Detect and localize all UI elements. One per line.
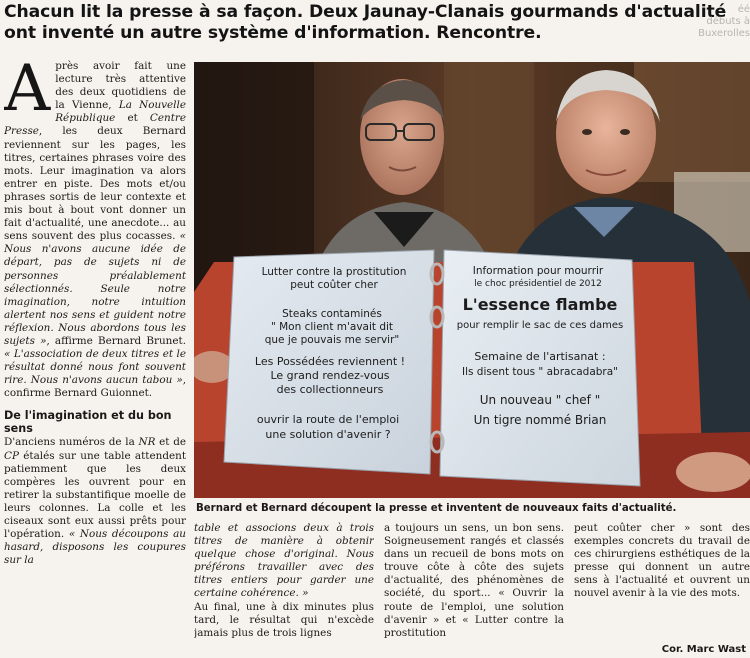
photo-caption: Bernard et Bernard découpent la presse et inventent de nouveaux faits d'actualité. bbox=[196, 503, 677, 514]
abbrev-cp: CP bbox=[4, 449, 19, 462]
clipping-line: le choc présidentiel de 2012 bbox=[474, 279, 602, 289]
paragraph-intro bbox=[4, 60, 186, 400]
clipping-line: " Mon client m'avait dit bbox=[270, 321, 394, 333]
author-credit: Cor. Marc Wast bbox=[658, 644, 746, 656]
clipping-headline: L'essence flambe bbox=[462, 295, 618, 314]
newspaper-name-2: Centre Presse bbox=[4, 112, 186, 138]
clipping-line: Un nouveau " chef " bbox=[479, 393, 601, 407]
attribution-brunet: , affirme Bernard Brunet. bbox=[46, 334, 186, 347]
article-column-2 bbox=[194, 522, 374, 658]
clipping-line: Ils disent tous " abracadabra" bbox=[461, 366, 619, 378]
quote-brunet: « Nous n'avons aucune idée de départ, pas de sujets ni de personnes préalablement sélectionnés. Seule notre imagination, notre intuition alertent nos sens et guident notre réflexion. Nous abordons tous les sujets » bbox=[4, 230, 186, 347]
conjunction: et bbox=[115, 112, 150, 125]
intro-text: près avoir fait une lecture très attentive des deux quotidiens de la Vienne, bbox=[55, 60, 186, 112]
column2-text: Au final, une à dix minutes plus tard, le résultat qui n'excède jamais plus de trois lignes bbox=[194, 600, 374, 639]
clipping-line: Information pour mourrir bbox=[472, 265, 604, 277]
text-span: et de bbox=[155, 436, 186, 449]
paragraph-newspapers bbox=[4, 436, 186, 567]
drop-cap: A bbox=[4, 60, 51, 126]
adjacent-article-fragment: éé débuts à Buxerolles bbox=[698, 4, 750, 39]
clipping-line: des collectionneurs bbox=[276, 383, 384, 396]
clipping-line: pour remplir le sac de ces dames bbox=[456, 320, 624, 331]
newspaper-name-1: La Nouvelle République bbox=[55, 99, 186, 125]
abbrev-nr: NR bbox=[138, 436, 156, 449]
clipping-line: une solution d'avenir ? bbox=[265, 428, 391, 441]
intro-text-cont: , les deux Bernard reviennent sur les pages, les titres, certaines phrases voire des mots. Leur imagination va alors entrer en piste. Des mots et/ou phrases sortis de leur contexte et mis bout à bout vont donner un fait d'actualité, une anecdote... au sens souvent des plus cocasses. bbox=[4, 125, 186, 243]
clipping-line: Steaks contaminés bbox=[282, 308, 382, 320]
article-photo bbox=[194, 62, 750, 498]
attribution-guionnet: , confirme Bernard Guionnet. bbox=[4, 374, 186, 400]
column4-text: peut coûter cher » sont des exemples concrets du travail de ces chirurgiens esthétiques de la presse qui donnent un autre sens à l'actualité et ouvrent un nouvel avenir à la vie des mots. bbox=[574, 522, 750, 600]
subheading: De l'imagination et du bon sens bbox=[4, 409, 172, 436]
quote-start: « Nous découpons au hasard, disposons les coupures sur la bbox=[4, 528, 186, 567]
photo-illustration bbox=[194, 62, 750, 498]
clipping-line: peut coûter cher bbox=[290, 279, 378, 291]
quote-guionnet: « L'association de deux titres et le résultat donné nous font souvent rire. Nous n'avons aucun tabou » bbox=[4, 348, 186, 387]
text-span: étalés sur une table attendent patiemment que les deux compères les ouvrent pour en retirer la substantifique moelle de leurs colonnes. La colle et les ciseaux sont eux aussi prêts pour l'opération. bbox=[4, 449, 186, 541]
article-column-1 bbox=[4, 60, 186, 658]
clipping-line: Lutter contre la prostitution bbox=[261, 266, 407, 278]
clipping-line: ouvrir la route de l'emploi bbox=[256, 413, 400, 426]
clipping-line: Les Possédées reviennent ! bbox=[254, 355, 406, 368]
headline: Chacun lit la presse à sa façon. Deux Jaunay-Clanais gourmands d'actualité ont inventé un autre système d'information. Rencontre. bbox=[4, 2, 727, 43]
article-column-4 bbox=[574, 522, 750, 658]
clipping-line: Semaine de l'artisanat : bbox=[474, 350, 606, 363]
article-column-3 bbox=[384, 522, 564, 658]
clipping-line: Le grand rendez-vous bbox=[270, 369, 390, 382]
clipping-line: Un tigre nommé Brian bbox=[473, 413, 607, 427]
quote-continued: table et associons deux à trois titres de manière à obtenir quelque chose d'original. Nous préférons travailler avec des titres entiers pour garder une certaine cohérence. » bbox=[194, 522, 374, 600]
clipping-line: que je pouvais me servir" bbox=[264, 334, 400, 346]
column3-text: a toujours un sens, un bon sens. Soigneusement rangés et classés dans un recueil de bons mots on trouve côte à côte des sujets d'actualité, des phénomènes de société, du sport... « Ouvrir la route de l'emploi, une solution d'avenir » et « Lutter contre la prostitution bbox=[384, 522, 564, 639]
text-span: D'anciens numéros de la bbox=[4, 436, 139, 449]
